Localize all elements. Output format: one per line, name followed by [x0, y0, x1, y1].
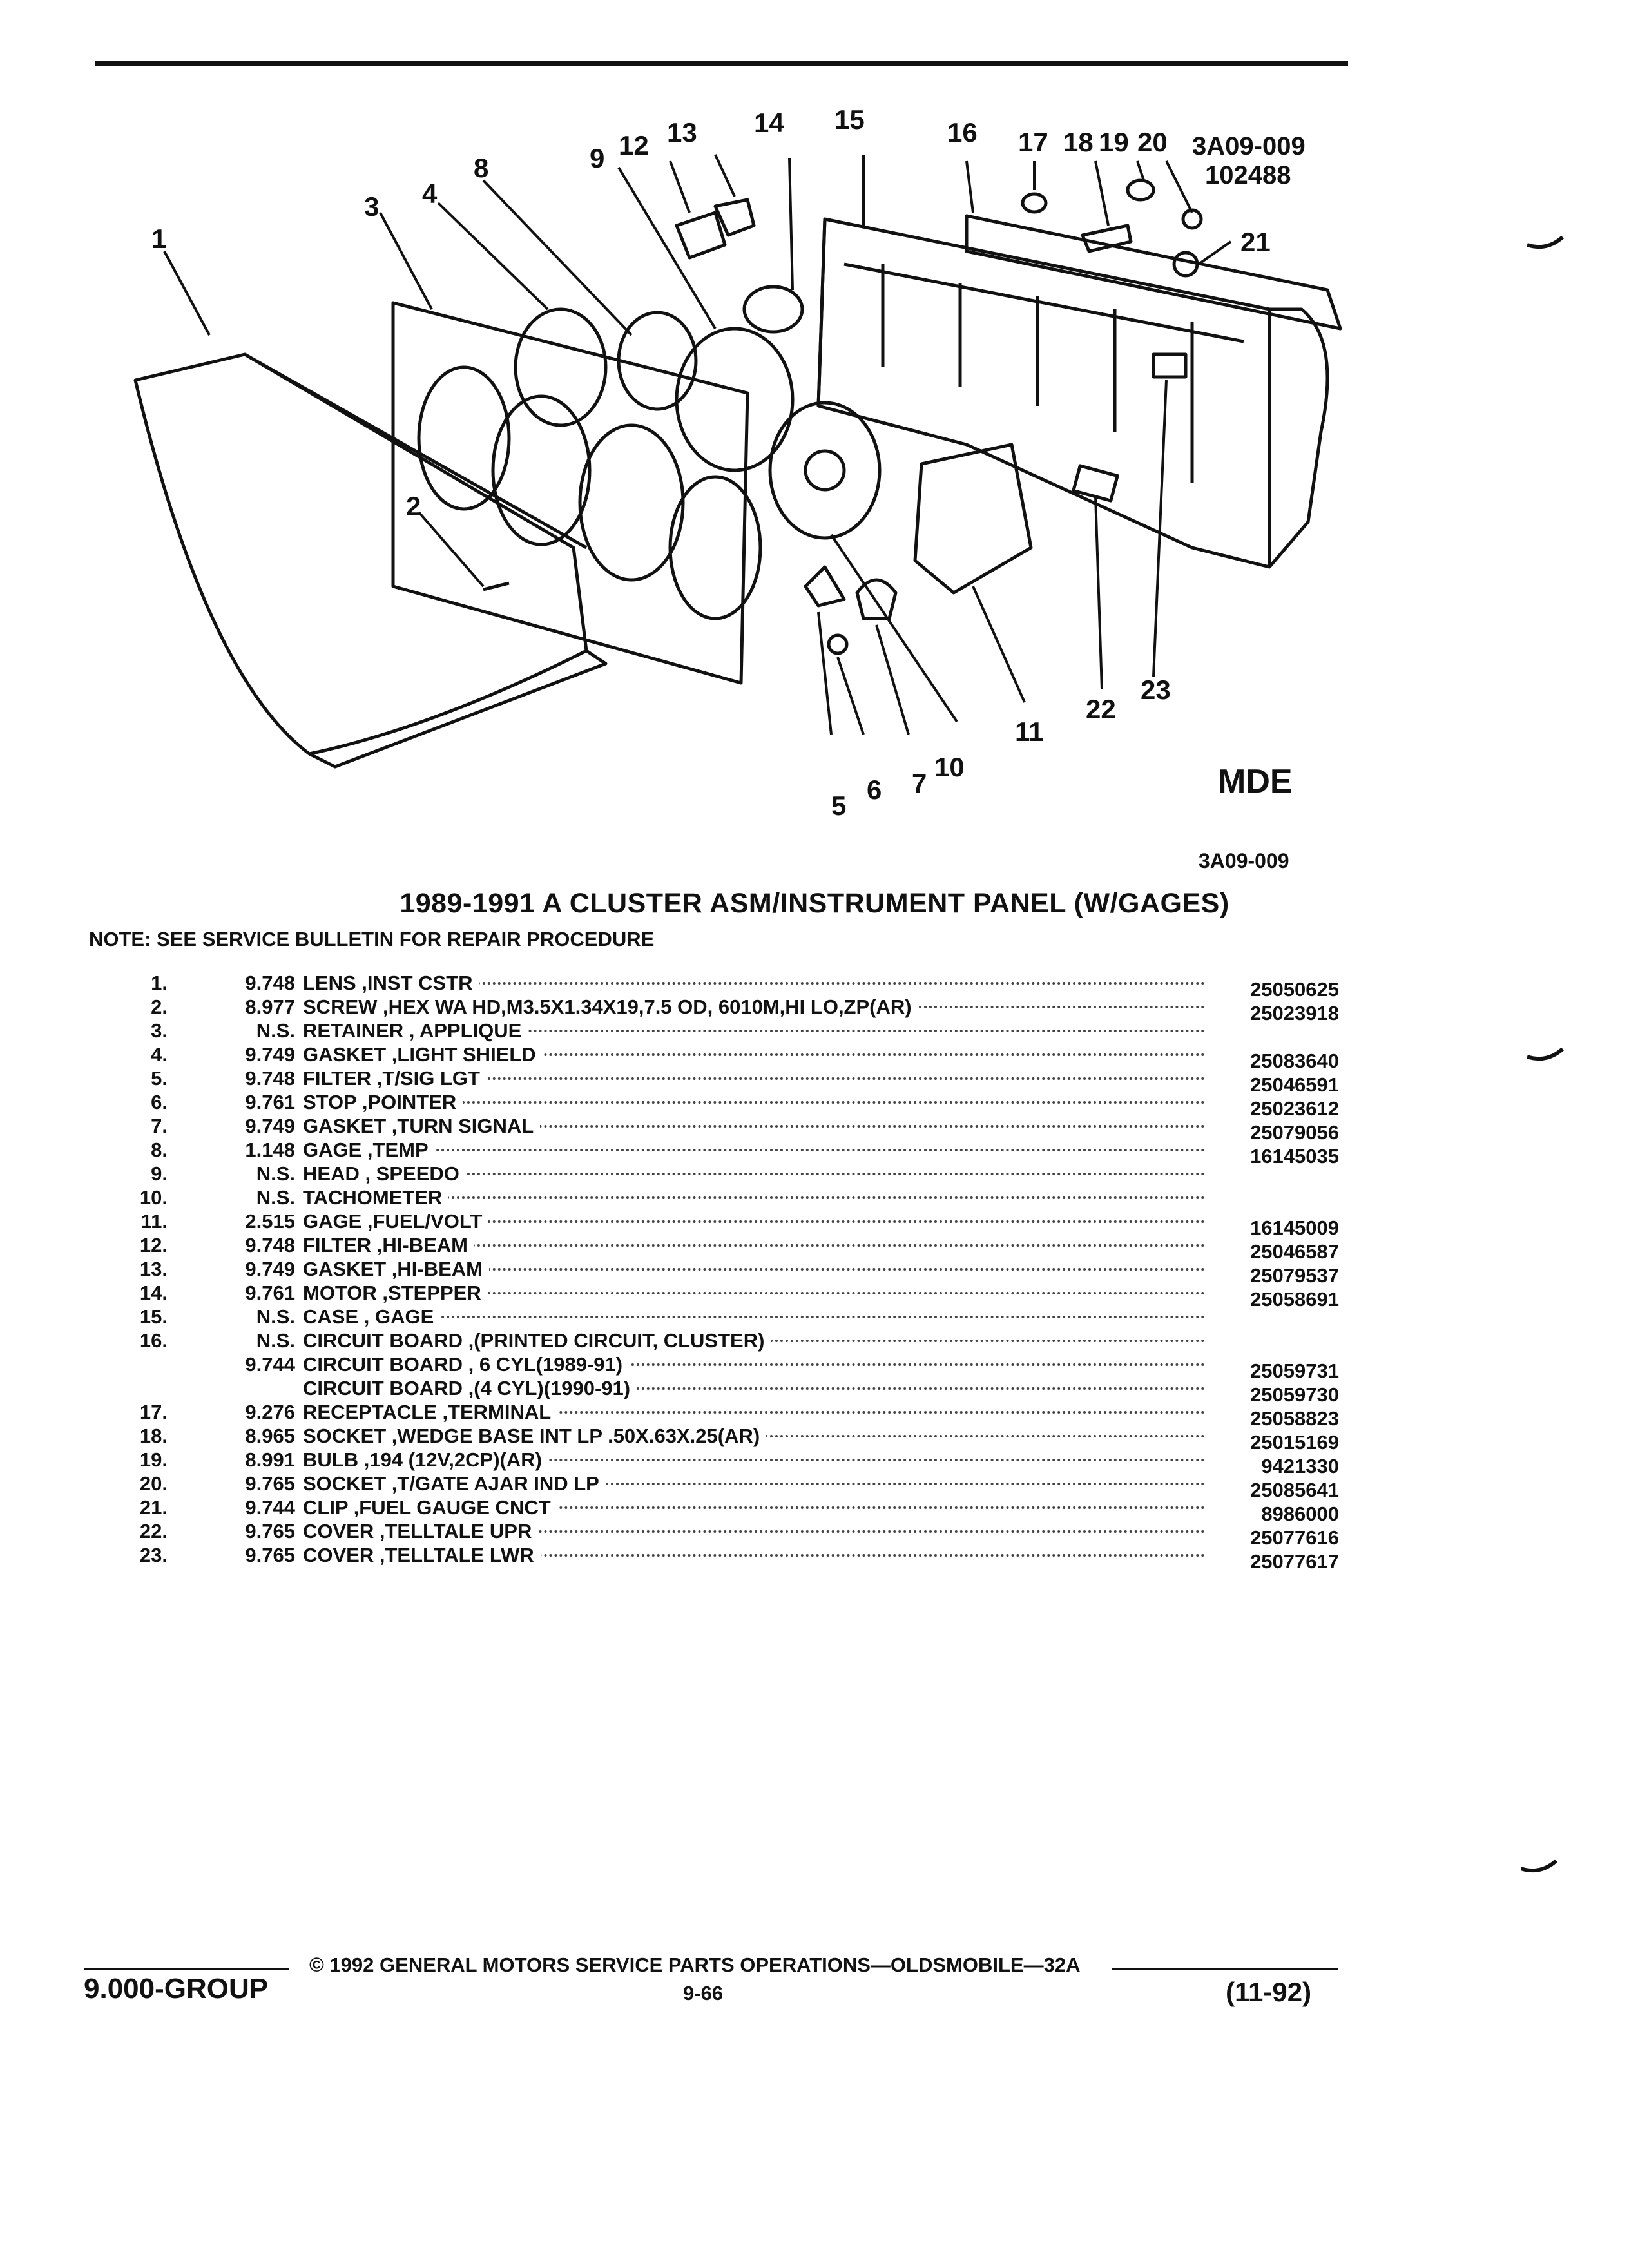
group-number: 9.761	[245, 1282, 295, 1304]
part-description: CIRCUIT BOARD ,(PRINTED CIRCUIT, CLUSTER)	[303, 1329, 1205, 1352]
parts-row	[0, 1496, 1629, 1525]
group-number: 9.749	[245, 1258, 295, 1280]
item-number: 2.	[151, 995, 168, 1018]
parts-row	[0, 1210, 1629, 1239]
footer-date: (11-92)	[1226, 1977, 1312, 2007]
parts-row	[0, 1234, 1629, 1263]
part-number: 25015169	[1250, 1431, 1339, 1454]
part-description: FILTER ,T/SIG LGT	[303, 1067, 1205, 1090]
callout-10: 10	[934, 752, 965, 782]
callout-4: 4	[422, 178, 438, 209]
diagram-code: 3A09-009	[1192, 132, 1306, 160]
item-number: 15.	[139, 1305, 168, 1328]
part-description: RETAINER , APPLIQUE	[303, 1019, 1205, 1043]
group-number: 9.765	[245, 1472, 295, 1495]
parts-row	[0, 1019, 1629, 1043]
group-number: 9.276	[245, 1401, 295, 1423]
parts-row	[0, 1329, 1629, 1352]
parts-row	[0, 1377, 1629, 1406]
callout-16: 16	[947, 117, 978, 148]
binding-mark	[1527, 232, 1566, 258]
part-description: GASKET ,HI-BEAM	[303, 1258, 1205, 1281]
parts-row	[0, 1425, 1629, 1454]
parts-row	[0, 1305, 1629, 1329]
part-description: CIRCUIT BOARD ,(4 CYL)(1990-91)	[303, 1377, 1205, 1400]
part-description: GASKET ,TURN SIGNAL	[303, 1115, 1205, 1138]
mde-logo: MDE	[1218, 763, 1293, 800]
parts-row	[0, 1043, 1629, 1072]
callout-22: 22	[1086, 694, 1116, 724]
callout-5: 5	[831, 791, 847, 821]
group-number: N.S.	[256, 1019, 295, 1042]
lens-shape	[135, 354, 586, 754]
item-number: 11.	[140, 1210, 168, 1233]
parts-row	[0, 1162, 1629, 1186]
group-number: 9.749	[245, 1043, 295, 1066]
group-number: N.S.	[256, 1305, 295, 1328]
binding-mark	[1521, 1856, 1559, 1881]
part-description: TACHOMETER	[303, 1186, 1205, 1209]
callout-15: 15	[834, 104, 865, 135]
callout-20: 20	[1137, 127, 1168, 157]
parts-row	[0, 1139, 1629, 1168]
part-number: 16145035	[1250, 1145, 1339, 1168]
part-description: SOCKET ,T/GATE AJAR IND LP	[303, 1472, 1205, 1495]
callout-6: 6	[867, 774, 882, 805]
drawing-number: 3A09-009	[1199, 849, 1289, 872]
parts-row	[0, 1472, 1629, 1501]
footer-copyright: © 1992 GENERAL MOTORS SERVICE PARTS OPERATIONS—OLDSMOBILE—32A	[309, 1954, 1081, 1976]
part-description: COVER ,TELLTALE UPR	[303, 1520, 1205, 1543]
part-number: 25083640	[1250, 1050, 1339, 1072]
part-number: 25059731	[1250, 1360, 1339, 1382]
part-description: COVER ,TELLTALE LWR	[303, 1544, 1205, 1567]
parts-row	[0, 1258, 1629, 1287]
group-number: 2.515	[245, 1210, 295, 1233]
item-number: 8.	[151, 1139, 168, 1161]
group-number: 8.991	[245, 1448, 295, 1471]
callout-23: 23	[1141, 675, 1171, 705]
group-number: 9.749	[245, 1115, 295, 1137]
item-number: 9.	[151, 1162, 168, 1185]
part-number: 25058691	[1250, 1288, 1339, 1311]
part-number: 25077617	[1250, 1550, 1339, 1573]
group-number: N.S.	[256, 1186, 295, 1209]
part-description: GASKET ,LIGHT SHIELD	[303, 1043, 1205, 1066]
service-note: NOTE: SEE SERVICE BULLETIN FOR REPAIR PROCEDURE	[89, 928, 655, 950]
part-description: SCREW ,HEX WA HD,M3.5X1.34X19,7.5 OD, 6010M,HI LO,ZP(AR)	[303, 995, 1205, 1019]
parts-row	[0, 1186, 1629, 1209]
page-title: 1989-1991 A CLUSTER ASM/INSTRUMENT PANEL (W/GAGES)	[400, 888, 1229, 919]
footer-group: 9.000-GROUP	[84, 1973, 269, 2004]
part-number: 25050625	[1250, 978, 1339, 1001]
group-number: 8.965	[245, 1425, 295, 1447]
group-number: 9.748	[245, 1067, 295, 1090]
footer-rule-right	[1112, 1968, 1338, 1970]
part-number: 16145009	[1250, 1216, 1339, 1239]
item-number: 6.	[151, 1091, 168, 1113]
parts-row	[0, 1353, 1629, 1382]
part-number: 25079537	[1250, 1264, 1339, 1287]
item-number: 13.	[139, 1258, 168, 1280]
parts-row	[0, 1401, 1629, 1430]
callout-9: 9	[590, 143, 605, 173]
parts-row	[0, 1115, 1629, 1144]
item-number: 3.	[151, 1019, 168, 1042]
group-number: 9.748	[245, 972, 295, 994]
part-description: HEAD , SPEEDO	[303, 1162, 1205, 1186]
item-number: 4.	[151, 1043, 168, 1066]
part-description: STOP ,POINTER	[303, 1091, 1205, 1114]
group-number: 9.761	[245, 1091, 295, 1113]
part-description: CASE , GAGE	[303, 1305, 1205, 1329]
diagram-date-code: 102488	[1205, 161, 1291, 189]
group-number: 8.977	[245, 995, 295, 1018]
parts-row	[0, 995, 1629, 1024]
callout-7: 7	[912, 768, 927, 798]
group-number: 9.744	[245, 1353, 295, 1376]
part-number: 25077616	[1250, 1526, 1339, 1549]
callout-2: 2	[406, 491, 421, 521]
part-description: CIRCUIT BOARD , 6 CYL(1989-91)	[303, 1353, 1205, 1376]
parts-row	[0, 1091, 1629, 1120]
callout-3: 3	[364, 191, 380, 222]
top-rule	[95, 61, 1348, 66]
item-number: 23.	[139, 1544, 168, 1566]
parts-row	[0, 1448, 1629, 1477]
parts-row	[0, 1282, 1629, 1311]
item-number: 19.	[139, 1448, 168, 1471]
part-number: 25046587	[1250, 1240, 1339, 1263]
item-number: 10.	[139, 1186, 168, 1209]
item-number: 18.	[139, 1425, 168, 1447]
item-number: 17.	[139, 1401, 168, 1423]
part-number: 25079056	[1250, 1121, 1339, 1144]
callout-19: 19	[1099, 127, 1129, 157]
part-number: 25046591	[1250, 1073, 1339, 1096]
part-number: 25059730	[1250, 1383, 1339, 1406]
part-description: SOCKET ,WEDGE BASE INT LP .50X.63X.25(AR)	[303, 1425, 1205, 1448]
parts-row	[0, 972, 1629, 1001]
callout-8: 8	[474, 153, 489, 183]
part-description: BULB ,194 (12V,2CP)(AR)	[303, 1448, 1205, 1472]
binding-mark	[1527, 1044, 1566, 1070]
callout-1: 1	[151, 224, 167, 254]
part-description: CLIP ,FUEL GAUGE CNCT	[303, 1496, 1205, 1519]
parts-row	[0, 1544, 1629, 1573]
part-number: 8986000	[1261, 1503, 1339, 1525]
parts-row	[0, 1067, 1629, 1096]
part-number: 9421330	[1261, 1455, 1339, 1477]
callout-13: 13	[667, 117, 697, 148]
item-number: 7.	[151, 1115, 168, 1137]
group-number: 9.765	[245, 1544, 295, 1566]
footer-rule-left	[84, 1968, 289, 1970]
part-number: 25023612	[1250, 1097, 1339, 1120]
item-number: 5.	[151, 1067, 168, 1090]
group-number: 9.765	[245, 1520, 295, 1542]
group-number: 9.748	[245, 1234, 295, 1256]
part-description: GAGE ,FUEL/VOLT	[303, 1210, 1205, 1233]
part-number: 25023918	[1250, 1002, 1339, 1024]
part-number: 25085641	[1250, 1479, 1339, 1501]
group-number: N.S.	[256, 1162, 295, 1185]
item-number: 20.	[139, 1472, 168, 1495]
item-number: 22.	[139, 1520, 168, 1542]
exploded-parts-diagram	[97, 97, 1579, 838]
callout-11: 11	[1015, 716, 1044, 747]
callout-18: 18	[1063, 127, 1094, 157]
callout-12: 12	[619, 130, 649, 160]
group-number: N.S.	[256, 1329, 295, 1352]
part-description: LENS ,INST CSTR	[303, 972, 1205, 995]
callout-21: 21	[1240, 227, 1271, 257]
item-number: 12.	[139, 1234, 168, 1256]
item-number: 16.	[139, 1329, 168, 1352]
part-number: 25058823	[1250, 1407, 1339, 1430]
part-description: FILTER ,HI-BEAM	[303, 1234, 1205, 1257]
part-description: GAGE ,TEMP	[303, 1139, 1205, 1162]
part-description: RECEPTACLE ,TERMINAL	[303, 1401, 1205, 1424]
item-number: 21.	[139, 1496, 168, 1519]
item-number: 1.	[151, 972, 168, 994]
part-description: MOTOR ,STEPPER	[303, 1282, 1205, 1305]
group-number: 9.744	[245, 1496, 295, 1519]
callout-17: 17	[1018, 127, 1048, 157]
item-number: 14.	[139, 1282, 168, 1304]
page-number: 9-66	[683, 1982, 724, 2004]
parts-row	[0, 1520, 1629, 1549]
group-number: 1.148	[245, 1139, 295, 1161]
callout-14: 14	[754, 108, 784, 138]
